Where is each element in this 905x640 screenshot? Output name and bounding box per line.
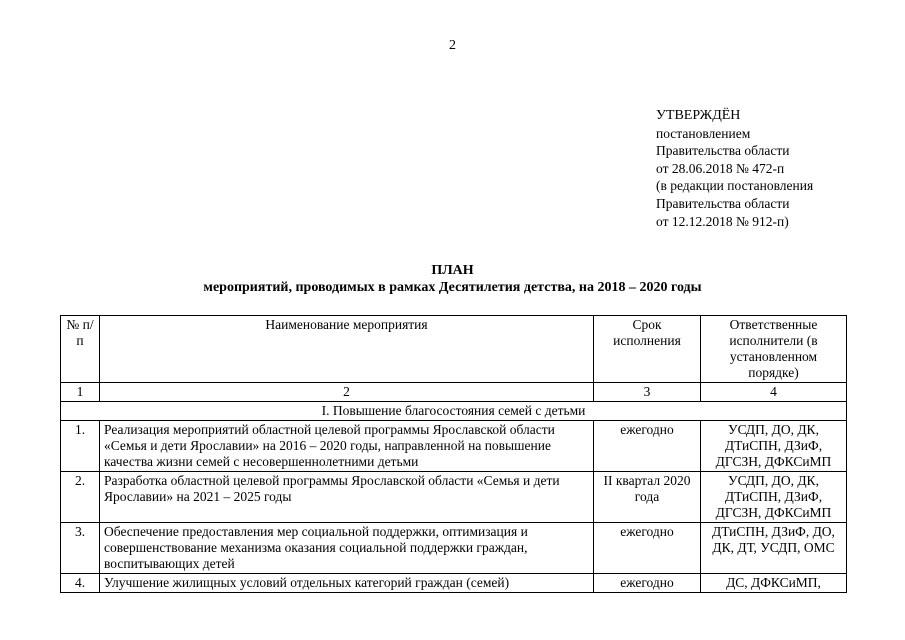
row-executors: ДТиСПН, ДЗиФ, ДО, ДК, ДТ, УСДП, ОМС: [701, 523, 847, 574]
column-number: 1: [61, 383, 100, 402]
row-name: Реализация мероприятий областной целевой программы Ярославской области «Семья и дети Ярославии» на 2016 – 2020 годы, направленной на повышение качества жизни семей с несовершеннолетними детьми: [100, 421, 594, 472]
approval-line: постановлением: [656, 125, 751, 141]
column-number: 3: [594, 383, 701, 402]
row-term: II квартал 2020 года: [594, 472, 701, 523]
row-term: ежегодно: [594, 421, 701, 472]
row-num: 2.: [61, 472, 100, 523]
row-executors: ДС, ДФКСиМП,: [701, 574, 847, 593]
table-row: [61, 523, 847, 574]
section-title: I. Повышение благосостояния семей с детьми: [61, 402, 847, 421]
row-term: ежегодно: [594, 574, 701, 593]
row-name: Разработка областной целевой программы Ярославской области «Семья и дети Ярославии» на 2021 – 2025 годы: [100, 472, 594, 523]
table-header-row: [61, 316, 847, 383]
table-row: [61, 574, 847, 593]
row-executors: УСДП, ДО, ДК, ДТиСПН, ДЗиФ, ДГСЗН, ДФКСиМП: [701, 472, 847, 523]
title-line-2: мероприятий, проводимых в рамках Десятилетия детства, на 2018 – 2020 годы: [203, 280, 702, 295]
table-row: [61, 472, 847, 523]
approval-stamp: [656, 107, 813, 230]
column-number-row: [61, 383, 847, 402]
column-number: 2: [100, 383, 594, 402]
row-name: Улучшение жилищных условий отдельных категорий граждан (семей): [100, 574, 594, 593]
section-row: [61, 402, 847, 421]
approval-line: Правительства области: [656, 143, 790, 159]
row-term: ежегодно: [594, 523, 701, 574]
table-row: [61, 421, 847, 472]
row-executors: УСДП, ДО, ДК, ДТиСПН, ДЗиФ, ДГСЗН, ДФКСиМП: [701, 421, 847, 472]
row-num: 1.: [61, 421, 100, 472]
row-name: Обеспечение предоставления мер социальной поддержки, оптимизация и совершенствование механизма оказания социальной поддержки граждан, воспитывающих детей: [100, 523, 594, 574]
page-number: 2: [449, 38, 456, 53]
plan-table: [60, 315, 847, 593]
approval-line: от 12.12.2018 № 912-п): [656, 213, 789, 229]
title-line-1: ПЛАН: [431, 263, 474, 278]
header-num: № п/п: [61, 316, 100, 383]
header-executors: Ответственные исполнители (в установленном порядке): [701, 316, 847, 383]
row-num: 4.: [61, 574, 100, 593]
approval-line: Правительства области: [656, 195, 790, 211]
row-num: 3.: [61, 523, 100, 574]
header-term: Срок исполнения: [594, 316, 701, 383]
approval-line: от 28.06.2018 № 472-п: [656, 160, 785, 176]
column-number: 4: [701, 383, 847, 402]
approval-line: УТВЕРЖДЁН: [656, 108, 741, 123]
header-name: Наименование мероприятия: [100, 316, 594, 383]
document-title: [0, 262, 905, 296]
approval-line: (в редакции постановления: [656, 178, 814, 194]
